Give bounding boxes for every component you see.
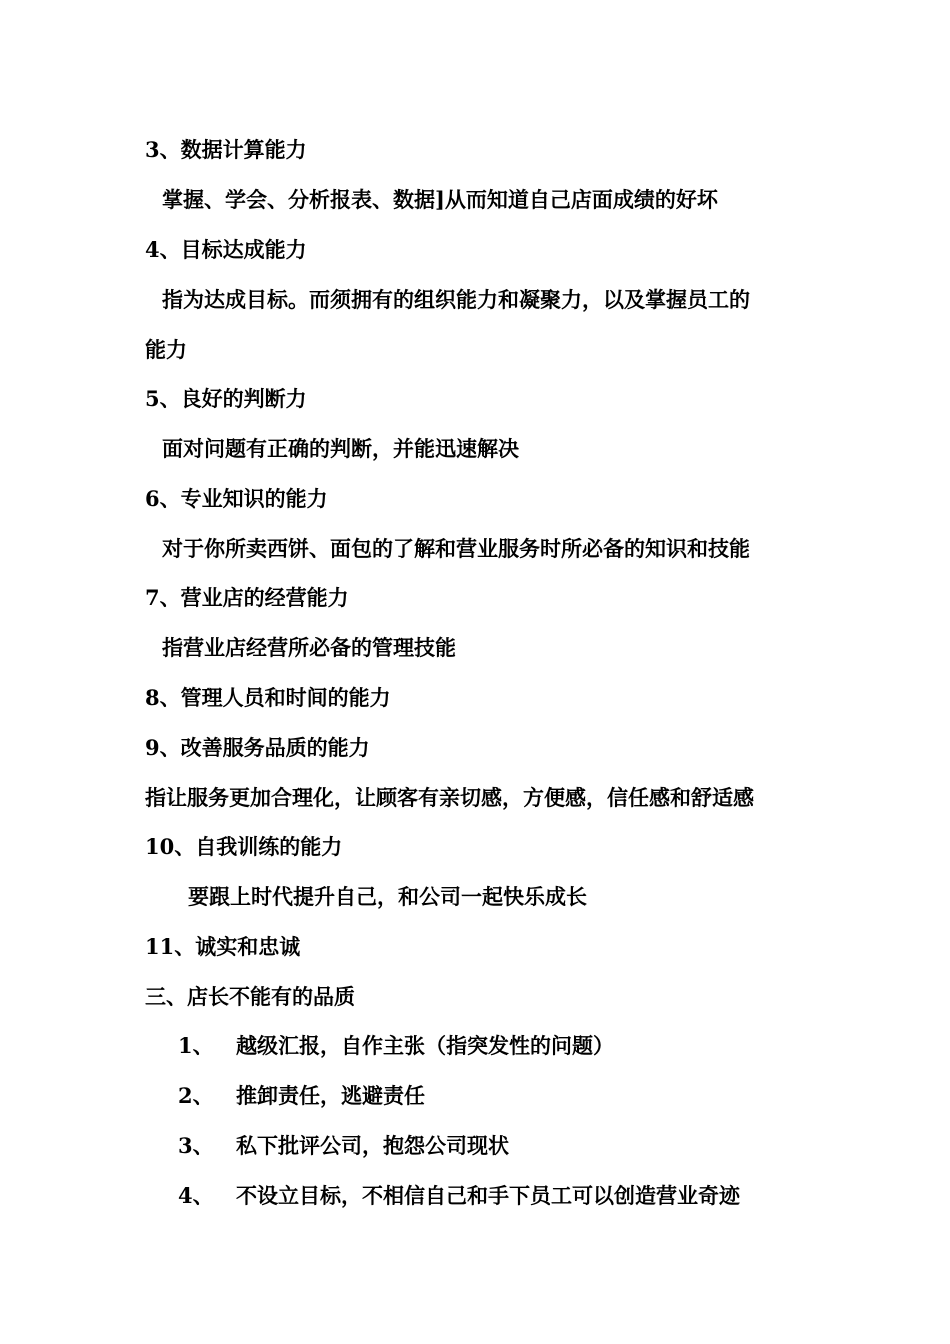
list-item-number: 3、 (178, 1133, 214, 1158)
paragraph-goal-achievement-continued: 能力 (145, 337, 187, 362)
heading-goal-achievement: 4、目标达成能力 (145, 237, 307, 262)
heading-service-quality: 9、改善服务品质的能力 (145, 735, 370, 760)
paragraph-service-quality: 指让服务更加合理化，让顾客有亲切感，方便感，信任感和舒适感 (145, 785, 754, 810)
list-item-number: 4、 (178, 1183, 214, 1208)
heading-self-training: 10、自我训练的能力 (145, 834, 343, 859)
list-item (178, 1181, 740, 1211)
paragraph-goal-achievement: 指为达成目标。而须拥有的组织能力和凝聚力，以及掌握员工的 (162, 287, 750, 312)
paragraph-professional-knowledge: 对于你所卖西饼、面包的了解和营业服务时所必备的知识和技能 (162, 536, 750, 561)
heading-professional-knowledge: 6、专业知识的能力 (145, 486, 328, 511)
list-item-number: 2、 (178, 1083, 214, 1108)
heading-judgment: 5、良好的判断力 (145, 386, 307, 411)
list-item-text: 推卸责任，逃避责任 (236, 1083, 425, 1108)
list-item (178, 1131, 509, 1161)
heading-store-management: 7、营业店的经营能力 (145, 585, 349, 610)
paragraph-self-training: 要跟上时代提升自己，和公司一起快乐成长 (188, 884, 587, 909)
section-heading-qualities-to-avoid: 三、店长不能有的品质 (145, 984, 355, 1009)
paragraph-store-management: 指营业店经营所必备的管理技能 (162, 635, 456, 660)
heading-data-calculation: 3、数据计算能力 (145, 137, 307, 162)
paragraph-data-calculation: 掌握、学会、分析报表、数据]从而知道自己店面成绩的好坏 (162, 187, 718, 212)
list-item-text: 不设立目标，不相信自己和手下员工可以创造营业奇迹 (236, 1183, 740, 1208)
list-item-text: 私下批评公司，抱怨公司现状 (236, 1133, 509, 1158)
list-item-text: 越级汇报，自作主张（指突发性的问题） (236, 1033, 614, 1058)
list-item (178, 1031, 614, 1061)
list-item (178, 1081, 425, 1111)
heading-people-time-management: 8、管理人员和时间的能力 (145, 685, 391, 710)
heading-honesty-loyalty: 11、诚实和忠诚 (145, 934, 301, 959)
list-item-number: 1、 (178, 1033, 214, 1058)
paragraph-judgment: 面对问题有正确的判断，并能迅速解决 (162, 436, 519, 461)
